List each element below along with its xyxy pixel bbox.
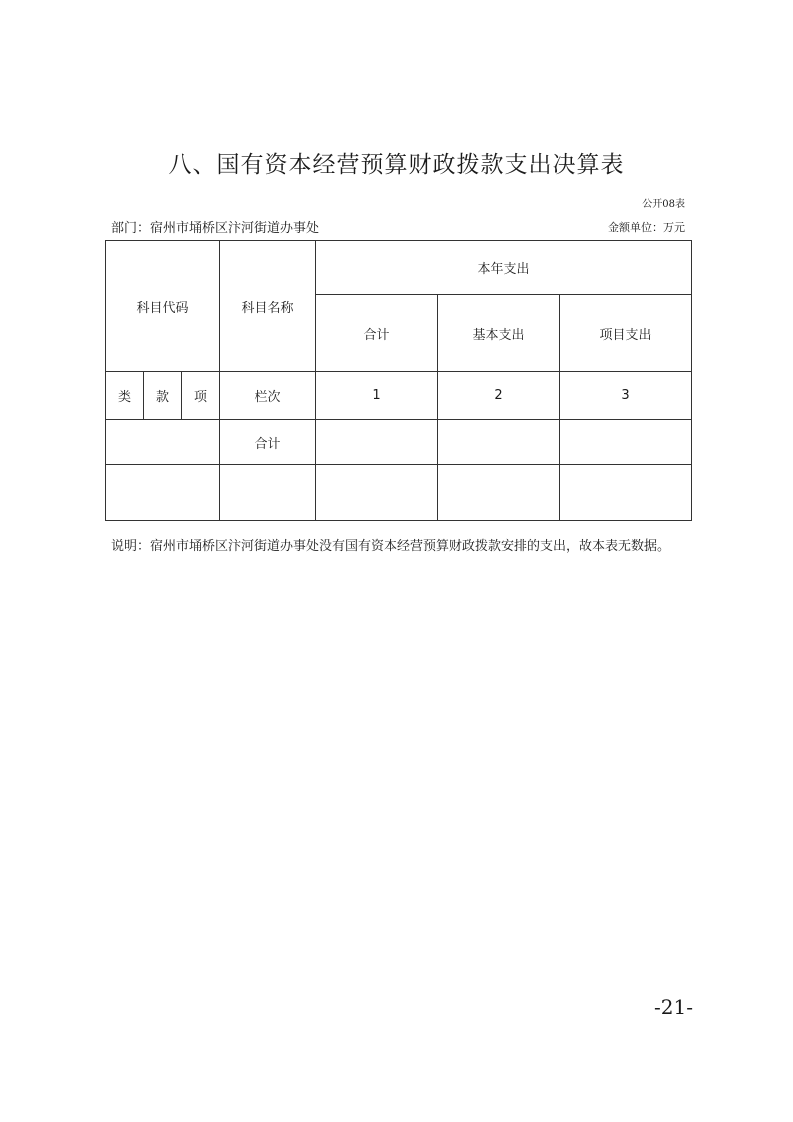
total-row-label: 合计 [220,420,316,465]
index-row [106,372,692,420]
row-name [220,465,316,521]
row-code [106,465,220,521]
index-label: 栏次 [220,372,316,420]
row-project [560,465,692,521]
index-col-2: 2 [438,372,560,420]
form-number: 公开08表 [642,199,685,210]
header-project: 项目支出 [560,295,692,372]
index-col-1: 1 [316,372,438,420]
page-title: 八、国有资本经营预算财政拨款支出决算表 [168,152,625,178]
row-total [316,465,438,521]
total-row-basic [438,420,560,465]
department-label: 部门：宿州市埇桥区汴河街道办事处 [111,221,320,236]
row-basic [438,465,560,521]
total-row [106,420,692,465]
page-number: -21- [654,995,693,1019]
amount-unit-label: 金额单位：万元 [608,221,685,234]
header-current-year: 本年支出 [316,241,692,295]
header-subject-name: 科目名称 [220,241,316,372]
total-row-project [560,420,692,465]
index-col-3: 3 [560,372,692,420]
index-kuan: 款 [144,372,182,420]
header-basic: 基本支出 [438,295,560,372]
budget-table [105,240,692,521]
header-subject-code: 科目代码 [106,241,220,372]
header-total: 合计 [316,295,438,372]
index-xiang: 项 [182,372,220,420]
explanation-note: 说明：宿州市埇桥区汴河街道办事处没有国有资本经营预算财政拨款安排的支出，故本表无数据。 [111,539,671,554]
total-row-total [316,420,438,465]
table-row [106,465,692,521]
index-lei: 类 [106,372,144,420]
total-row-code [106,420,220,465]
